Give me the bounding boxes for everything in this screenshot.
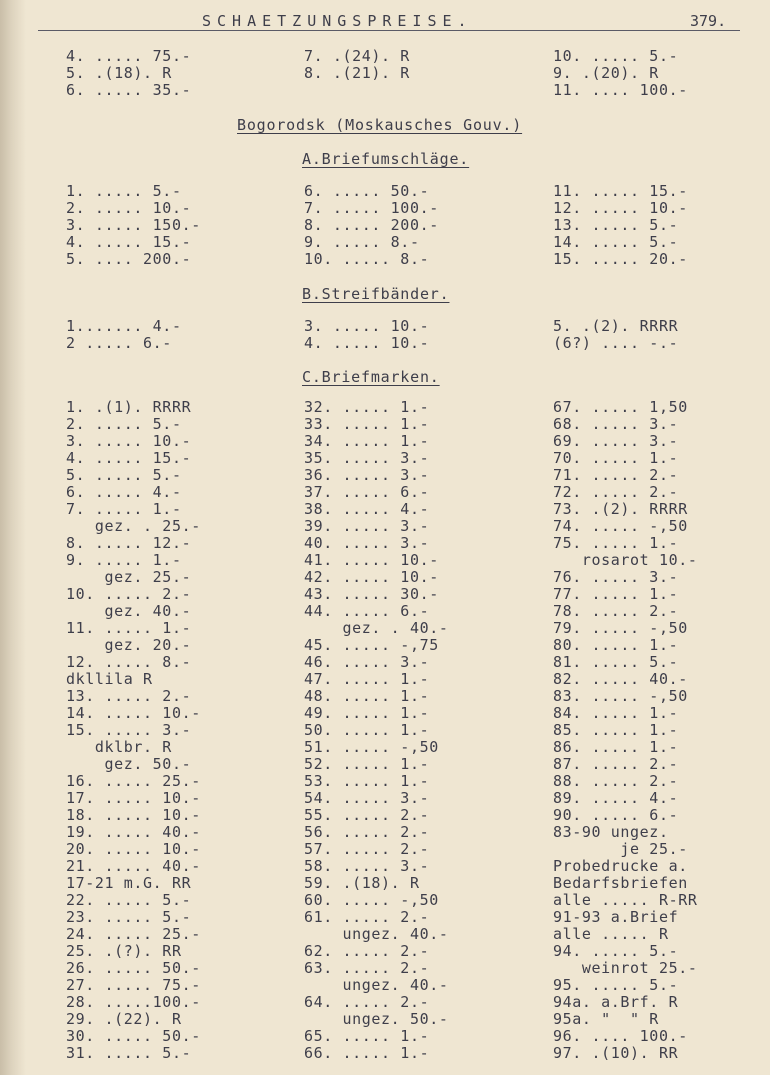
section-c-col2-entry: 56. ..... 2.- (304, 823, 430, 841)
section-c-col3-entry: 74. ..... -,50 (553, 517, 688, 535)
section-c-col2-entry: 41. ..... 10.- (304, 551, 439, 569)
section-c-col3-entry: 84. ..... 1.- (553, 704, 679, 722)
section-c-col3-entry: 85. ..... 1.- (553, 721, 679, 739)
section-a-col2-entry: 8. ..... 200.- (304, 216, 439, 234)
page-header-title: SCHAETZUNGSPREISE. (202, 12, 473, 30)
section-a-col2-entry: 9. ..... 8.- (304, 233, 420, 251)
section-c-col3-entry: 88. ..... 2.- (553, 772, 679, 790)
section-c-col3-entry: 86. ..... 1.- (553, 738, 679, 756)
section-c-col3-entry: 94. ..... 5.- (553, 942, 679, 960)
section-c-col3-entry: 90. ..... 6.- (553, 806, 679, 824)
top-block-col1-entry: 5. .(18). R (66, 64, 172, 82)
section-b-title: B.Streifbänder. (302, 285, 450, 303)
section-c-col1-entry: 8. ..... 12.- (66, 534, 192, 552)
section-c-title: C.Briefmarken. (302, 368, 440, 386)
section-c-col1-entry: 25. .(?). RR (66, 942, 182, 960)
section-c-col1-entry: 31. ..... 5.- (66, 1044, 192, 1062)
top-block-col3-entry: 11. .... 100.- (553, 81, 688, 99)
section-c-col3-entry: Probedrucke a. (553, 857, 688, 875)
section-c-col3-entry: 71. ..... 2.- (553, 466, 679, 484)
section-c-col1-entry: 12. ..... 8.- (66, 653, 192, 671)
section-c-col1-entry: 2. ..... 5.- (66, 415, 182, 433)
section-c-col3-entry: 73. .(2). RRRR (553, 500, 688, 518)
section-c-col3-entry: 94a. a.Brf. R (553, 993, 679, 1011)
section-c-col3-entry: 95a. " " R (553, 1010, 659, 1028)
section-c-col2-entry: 60. ..... -,50 (304, 891, 439, 909)
section-c-col2-entry: 47. ..... 1.- (304, 670, 430, 688)
top-block-col1-entry: 6. ..... 35.- (66, 81, 192, 99)
section-c-col1-entry: 14. ..... 10.- (66, 704, 201, 722)
page-edge-shadow (0, 0, 26, 1075)
top-block-col3-entry: 9. .(20). R (553, 64, 659, 82)
section-c-col3-entry: 79. ..... -,50 (553, 619, 688, 637)
section-c-col3-entry: 83. ..... -,50 (553, 687, 688, 705)
section-c-col1-entry: 24. ..... 25.- (66, 925, 201, 943)
section-c-col2-entry: 50. ..... 1.- (304, 721, 430, 739)
section-c-col1-entry: 1. .(1). RRRR (66, 398, 192, 416)
section-c-col3-entry: Bedarfsbriefen (553, 874, 688, 892)
section-c-col3-entry: 77. ..... 1.- (553, 585, 679, 603)
section-c-col2-entry: 42. ..... 10.- (304, 568, 439, 586)
section-c-col3-entry: 75. ..... 1.- (553, 534, 679, 552)
section-a-col2-entry: 7. ..... 100.- (304, 199, 439, 217)
section-c-col2-entry: 33. ..... 1.- (304, 415, 430, 433)
section-c-col1-entry: 20. ..... 10.- (66, 840, 201, 858)
section-b-col3-entry: 5. .(2). RRRR (553, 317, 679, 335)
section-c-col1-entry: 10. ..... 2.- (66, 585, 192, 603)
section-c-col1-entry: gez. . 25.- (66, 517, 201, 535)
section-c-col3-entry: 72. ..... 2.- (553, 483, 679, 501)
section-a-col1-entry: 1. ..... 5.- (66, 182, 182, 200)
section-c-col1-entry: gez. 50.- (66, 755, 192, 773)
section-c-col3-entry: 67. ..... 1,50 (553, 398, 688, 416)
section-c-col2-entry: 37. ..... 6.- (304, 483, 430, 501)
section-c-col1-entry: 15. ..... 3.- (66, 721, 192, 739)
section-c-col2-entry: 52. ..... 1.- (304, 755, 430, 773)
section-c-col3-entry: 80. ..... 1.- (553, 636, 679, 654)
top-block-col2-entry: 8. .(21). R (304, 64, 410, 82)
section-c-col2-entry: 57. ..... 2.- (304, 840, 430, 858)
section-c-col2-entry: 62. ..... 2.- (304, 942, 430, 960)
section-c-col3-entry: 82. ..... 40.- (553, 670, 688, 688)
section-c-col1-entry: 23. ..... 5.- (66, 908, 192, 926)
section-c-col2-entry: 65. ..... 1.- (304, 1027, 430, 1045)
section-a-col3-entry: 15. ..... 20.- (553, 250, 688, 268)
section-c-col2-entry: 44. ..... 6.- (304, 602, 430, 620)
section-c-col1-entry: 18. ..... 10.- (66, 806, 201, 824)
section-c-col2-entry: 34. ..... 1.- (304, 432, 430, 450)
section-c-col1-entry: 7. ..... 1.- (66, 500, 182, 518)
section-c-col1-entry: 13. ..... 2.- (66, 687, 192, 705)
section-b-col1-entry: 2 ..... 6.- (66, 334, 172, 352)
section-c-col2-entry: 64. ..... 2.- (304, 993, 430, 1011)
section-c-col3-entry: alle ..... R (553, 925, 669, 943)
section-c-col2-entry: 61. ..... 2.- (304, 908, 430, 926)
section-c-col3-entry: 97. .(10). RR (553, 1044, 679, 1062)
section-a-col1-entry: 3. ..... 150.- (66, 216, 201, 234)
section-c-col3-entry: rosarot 10.- (553, 551, 698, 569)
section-b-col1-entry: 1....... 4.- (66, 317, 182, 335)
section-c-col3-entry: je 25.- (553, 840, 688, 858)
section-c-col1-entry: 5. ..... 5.- (66, 466, 182, 484)
section-a-title: A.Briefumschläge. (302, 150, 470, 168)
section-main-title: Bogorodsk (Moskausches Gouv.) (237, 116, 523, 134)
section-a-col3-entry: 13. ..... 5.- (553, 216, 679, 234)
section-c-col2-entry: ungez. 40.- (304, 925, 449, 943)
section-c-col2-entry: 40. ..... 3.- (304, 534, 430, 552)
section-c-col1-entry: 9. ..... 1.- (66, 551, 182, 569)
section-c-col3-entry: 87. ..... 2.- (553, 755, 679, 773)
section-c-col1-entry: 6. ..... 4.- (66, 483, 182, 501)
section-c-col1-entry: 29. .(22). R (66, 1010, 182, 1028)
section-c-col2-entry: 48. ..... 1.- (304, 687, 430, 705)
top-block-col2-entry: 7. .(24). R (304, 47, 410, 65)
section-c-col2-entry: 45. ..... -,75 (304, 636, 439, 654)
section-c-col1-entry: gez. 25.- (66, 568, 192, 586)
section-c-col1-entry: gez. 20.- (66, 636, 192, 654)
section-b-col2-entry: 3. ..... 10.- (304, 317, 430, 335)
section-c-col3-entry: 96. .... 100.- (553, 1027, 688, 1045)
section-c-col1-entry: 17. ..... 10.- (66, 789, 201, 807)
section-c-col1-entry: 3. ..... 10.- (66, 432, 192, 450)
page-number: 379. (690, 12, 727, 30)
section-c-col3-entry: weinrot 25.- (553, 959, 698, 977)
section-c-col1-entry: 17-21 m.G. RR (66, 874, 192, 892)
section-c-col2-entry: 55. ..... 2.- (304, 806, 430, 824)
section-c-col3-entry: 89. ..... 4.- (553, 789, 679, 807)
section-c-col2-entry: 46. ..... 3.- (304, 653, 430, 671)
section-c-col2-entry: 36. ..... 3.- (304, 466, 430, 484)
section-c-col2-entry: 51. ..... -,50 (304, 738, 439, 756)
section-b-col2-entry: 4. ..... 10.- (304, 334, 430, 352)
section-c-col1-entry: 27. ..... 75.- (66, 976, 201, 994)
section-c-col2-entry: gez. . 40.- (304, 619, 449, 637)
section-c-col2-entry: 53. ..... 1.- (304, 772, 430, 790)
section-c-col2-entry: 59. .(18). R (304, 874, 420, 892)
section-c-col3-entry: 70. ..... 1.- (553, 449, 679, 467)
top-block-col3-entry: 10. ..... 5.- (553, 47, 679, 65)
section-a-col3-entry: 11. ..... 15.- (553, 182, 688, 200)
header-rule (38, 30, 740, 31)
section-c-col3-entry: alle ..... R-RR (553, 891, 698, 909)
section-c-col3-entry: 83-90 ungez. (553, 823, 669, 841)
section-c-col3-entry: 91-93 a.Brief (553, 908, 679, 926)
section-c-col2-entry: 35. ..... 3.- (304, 449, 430, 467)
section-a-col3-entry: 12. ..... 10.- (553, 199, 688, 217)
section-c-col2-entry: 49. ..... 1.- (304, 704, 430, 722)
section-c-col2-entry: 39. ..... 3.- (304, 517, 430, 535)
section-a-col1-entry: 5. .... 200.- (66, 250, 192, 268)
section-c-col2-entry: 32. ..... 1.- (304, 398, 430, 416)
section-c-col1-entry: 4. ..... 15.- (66, 449, 192, 467)
section-a-col2-entry: 6. ..... 50.- (304, 182, 430, 200)
section-a-col1-entry: 4. ..... 15.- (66, 233, 192, 251)
section-a-col2-entry: 10. ..... 8.- (304, 250, 430, 268)
section-c-col1-entry: 11. ..... 1.- (66, 619, 192, 637)
section-c-col1-entry: 19. ..... 40.- (66, 823, 201, 841)
section-c-col2-entry: 38. ..... 4.- (304, 500, 430, 518)
section-c-col3-entry: 81. ..... 5.- (553, 653, 679, 671)
section-c-col1-entry: gez. 40.- (66, 602, 192, 620)
section-c-col1-entry: 30. ..... 50.- (66, 1027, 201, 1045)
section-c-col2-entry: ungez. 40.- (304, 976, 449, 994)
section-c-col2-entry: ungez. 50.- (304, 1010, 449, 1028)
section-c-col1-entry: 16. ..... 25.- (66, 772, 201, 790)
section-a-col3-entry: 14. ..... 5.- (553, 233, 679, 251)
section-c-col2-entry: 58. ..... 3.- (304, 857, 430, 875)
section-c-col2-entry: 43. ..... 30.- (304, 585, 439, 603)
section-c-col3-entry: 78. ..... 2.- (553, 602, 679, 620)
section-c-col3-entry: 95. ..... 5.- (553, 976, 679, 994)
section-c-col3-entry: 76. ..... 3.- (553, 568, 679, 586)
section-c-col3-entry: 68. ..... 3.- (553, 415, 679, 433)
section-c-col2-entry: 66. ..... 1.- (304, 1044, 430, 1062)
section-b-col3-entry: (6?) .... -.- (553, 334, 679, 352)
top-block-col1-entry: 4. ..... 75.- (66, 47, 192, 65)
section-c-col1-entry: 26. ..... 50.- (66, 959, 201, 977)
section-c-col1-entry: 22. ..... 5.- (66, 891, 192, 909)
section-c-col1-entry: dklbr. R (66, 738, 172, 756)
section-a-col1-entry: 2. ..... 10.- (66, 199, 192, 217)
section-c-col1-entry: 28. .....100.- (66, 993, 201, 1011)
section-c-col1-entry: dkllila R (66, 670, 153, 688)
section-c-col1-entry: 21. ..... 40.- (66, 857, 201, 875)
section-c-col2-entry: 63. ..... 2.- (304, 959, 430, 977)
section-c-col3-entry: 69. ..... 3.- (553, 432, 679, 450)
section-c-col2-entry: 54. ..... 3.- (304, 789, 430, 807)
